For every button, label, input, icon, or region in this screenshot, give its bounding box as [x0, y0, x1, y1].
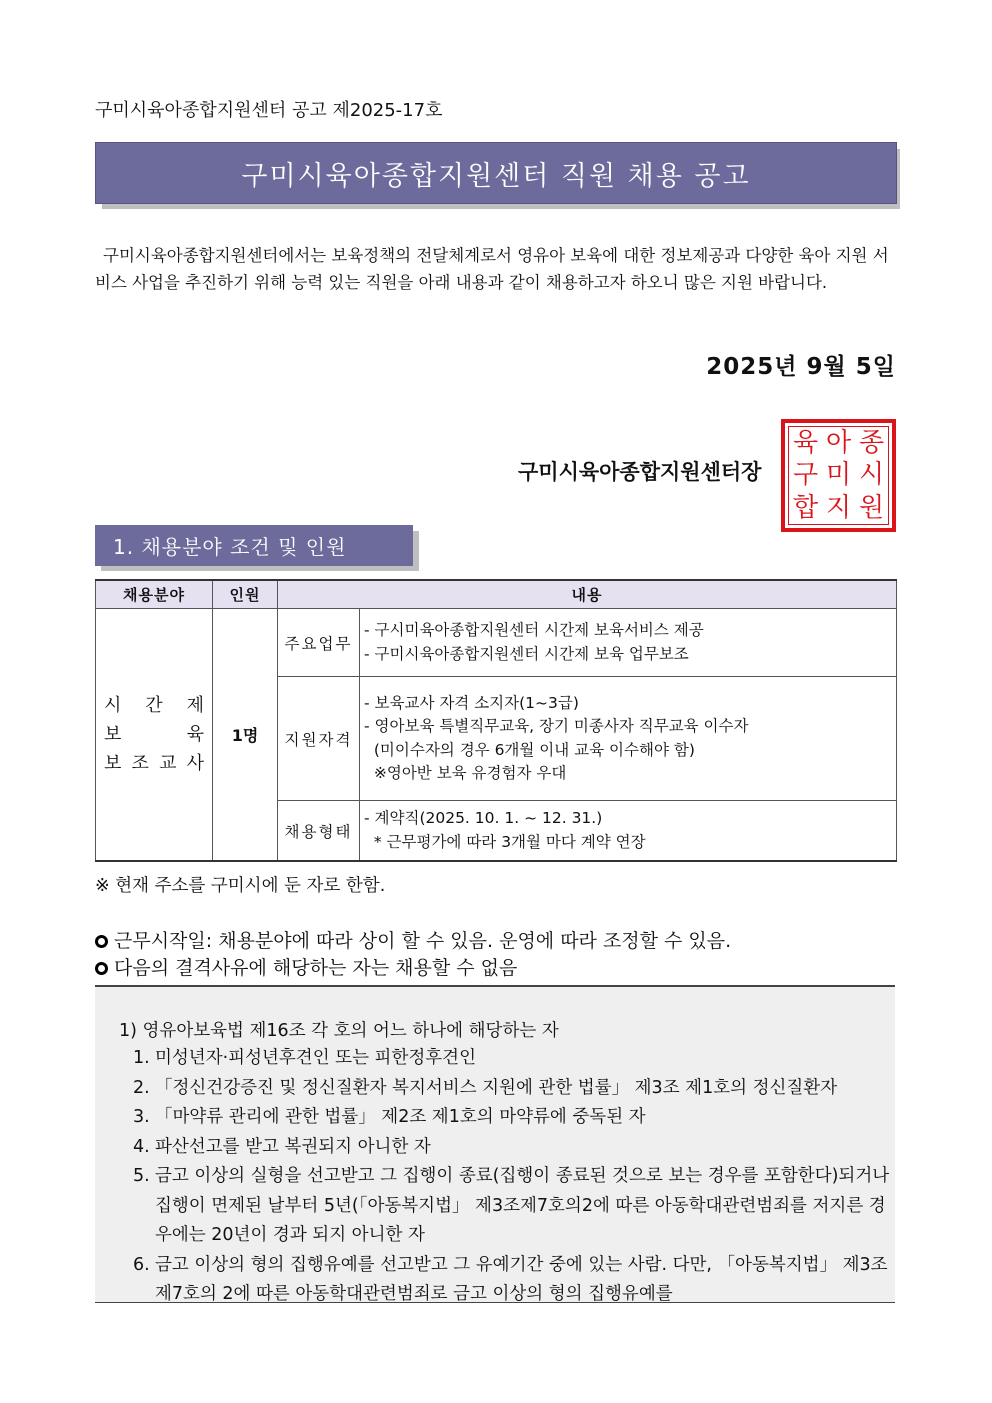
content-line: - 구미시육아종합지원센터 시간제 보육 업무보조	[364, 644, 689, 663]
recruitment-table	[95, 579, 897, 862]
content-line: - 계약직(2025. 10. 1. ~ 12. 31.)	[364, 809, 603, 827]
item-text: 미성년자·피성년후견인 또는 피한정후견인	[155, 1048, 476, 1068]
item-text: 금고 이상의 형의 집행유예를 선고받고 그 유예기간 중에 있는 사람. 다만, 「아동복지법」 제3조 제7호의 2에 따른 아동학대관련범죄로 금고 이상의 형의 집행유예를	[155, 1254, 888, 1303]
count-cell: 1명	[213, 609, 278, 862]
table-header-row	[96, 580, 897, 609]
circle-bullet-icon	[95, 935, 108, 948]
field-cell	[96, 609, 213, 862]
seal-char: 원	[858, 492, 885, 523]
seal-char: 종	[858, 428, 885, 459]
row-label: 채용형태	[278, 801, 360, 862]
header-field: 채용분야	[96, 580, 213, 609]
list-item	[133, 1044, 893, 1074]
content-line: - 보육교사 자격 소지자(1~3급)	[364, 693, 579, 712]
field-line: 보 조 교 사	[104, 753, 204, 774]
item-number: 3.	[133, 1107, 150, 1127]
item-number: 1.	[133, 1048, 150, 1068]
disqualification-box	[95, 985, 895, 1303]
row-content	[360, 677, 897, 801]
seal-char: 시	[858, 460, 885, 491]
seal-char: 합	[792, 492, 819, 523]
list-item	[133, 1103, 893, 1133]
seal-char: 육	[792, 428, 819, 459]
row-label: 주요업무	[278, 609, 360, 677]
intro-paragraph: 구미시육아종합지원센터에서는 보육정책의 전달체계로서 영유아 보육에 대한 정보제공과 다양한 육아 지원 서비스 사업을 추진하기 위해 능력 있는 직원을 아래 내용과 같이 채용하고자 하오니 많은 지원 바랍니다.	[95, 246, 889, 292]
seal-char: 아	[825, 428, 852, 459]
disqualification-heading: 1) 영유아보육법 제16조 각 호의 어느 하나에 해당하는 자	[119, 1021, 559, 1041]
circle-bullet-icon	[95, 962, 108, 975]
row-label: 지원자격	[278, 677, 360, 801]
page-title: 구미시육아종합지원센터 직원 채용 공고	[95, 142, 897, 204]
director-name: 구미시육아종합지원센터장	[518, 460, 762, 484]
list-item	[133, 1074, 893, 1104]
item-text: 파산선고를 받고 복권되지 아니한 자	[155, 1136, 431, 1157]
content-line: - 구시미육아종합지원센터 시간제 보육서비스 제공	[364, 621, 704, 639]
item-text: 「정신건강증진 및 정신질환자 복지서비스 지원에 관한 법률」 제3조 제1호의 정신질환자	[155, 1077, 838, 1098]
seal-char: 지	[825, 492, 852, 523]
row-content	[360, 609, 897, 677]
address-note: ※ 현재 주소를 구미시에 둔 자로 한함.	[95, 876, 386, 896]
field-line: 시 간 제	[104, 695, 204, 716]
header-content: 내용	[278, 580, 897, 609]
content-line: - 영아보육 특별직무교육, 장기 미종사자 직무교육 이수자	[364, 717, 749, 735]
item-number: 5.	[133, 1166, 150, 1186]
item-text: 「마약류 관리에 관한 법률」 제2조 제1호의 마약류에 중독된 자	[155, 1107, 646, 1127]
bullet-item: 근무시작일: 채용분야에 따라 상이 할 수 있음. 운영에 따라 조정할 수 있음.	[95, 926, 731, 953]
row-content	[360, 801, 897, 862]
list-item	[133, 1133, 893, 1163]
section-title: 1. 채용분야 조건 및 인원	[95, 525, 413, 566]
seal-char: 구	[792, 460, 819, 491]
content-line: * 근무평가에 따라 3개월 마다 계약 연장	[364, 832, 646, 851]
item-number: 2.	[133, 1077, 150, 1098]
seal-char: 미	[825, 460, 852, 491]
notice-number: 구미시육아종합지원센터 공고 제2025-17호	[95, 100, 443, 121]
notice-date: 2025년 9월 5일	[706, 354, 896, 380]
item-number: 4.	[133, 1136, 150, 1157]
item-number: 6.	[133, 1254, 150, 1275]
item-text: 금고 이상의 실형을 선고받고 그 집행이 종료(집행이 종료된 것으로 보는 경우를 포함한다)되거나 집행이 면제된 날부터 5년(「아동복지법」 제3조제7호의2에 따른 아동학대관련범죄를 저지른 경우에는 20년이 경과 되지 아니한 자	[155, 1166, 890, 1245]
content-line: ※영아반 보육 유경험자 우대	[364, 764, 567, 782]
bullet-item: 다음의 결격사유에 해당하는 자는 채용할 수 없음	[95, 953, 517, 980]
content-line: (미이수자의 경우 6개월 이내 교육 이수해야 함)	[364, 740, 695, 759]
table-row	[96, 609, 897, 677]
list-item	[133, 1251, 893, 1304]
disqualification-list	[133, 1044, 893, 1303]
header-count: 인원	[213, 580, 278, 609]
list-item	[133, 1162, 893, 1251]
field-line: 보 육	[104, 724, 204, 745]
official-seal	[781, 419, 896, 532]
